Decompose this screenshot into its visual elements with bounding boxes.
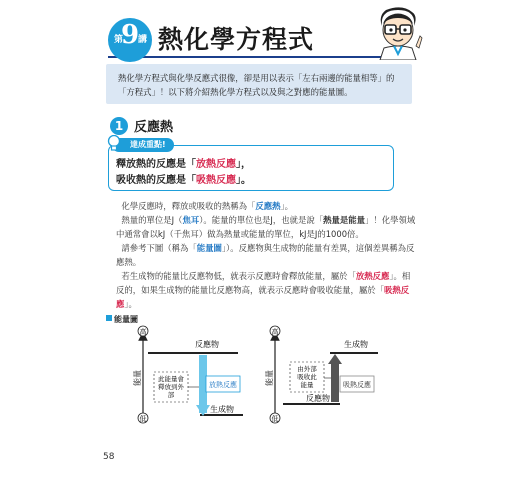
badge-suffix: 講 [137,35,147,45]
endothermic-term: 吸熱反應 [196,175,236,186]
section-number: 1 [110,117,128,135]
right-up-arrow [328,354,342,364]
paragraph-3: 請參考下圖（稱為「能量圖」）。反應物與生成物的能量有差異，這個差異稱為反應熱。 [116,243,415,267]
paragraph-2: 熱量的單位是J（焦耳）。能量的單位也是J，也就是說「熱量是能量」！化學領域中通常會以kJ（千焦耳）做為熱量或能量的單位，kJ是J的1000倍。 [116,215,416,239]
paragraph-4: 若生成物的能量比反應物低，就表示反應時會釋放能量，屬於「放熱反應」。相反的，如果生成物的能量比反應物高，就表示反應時會吸收能量，屬於「吸熱反應」。 [116,271,411,309]
left-note: 此能量會釋放到外部 [158,375,184,399]
exothermic-diagram [132,326,243,423]
page-number: 58 [103,452,115,462]
exothermic-term: 放熱反應 [196,159,236,170]
section-title: 反應熱 [134,120,174,135]
left-tag: 放熱反應 [209,381,237,389]
page-title: 熱化學方程式 [158,25,315,54]
key-point-tag: 達成重點! [112,138,174,152]
right-product-label: 生成物 [344,340,368,349]
endothermic-diagram [264,326,378,423]
left-axis-label: 能量 [133,370,142,386]
right-energy-bar [331,362,339,402]
intro-text: 熱化學方程式與化學反應式很像，卻是用以表示「左右兩邊的能量相等」的「方程式」！以下將介紹熱化學方程式以及與之對應的能量圖。 [118,73,395,97]
right-axis-label: 能量 [265,370,274,386]
badge-prefix: 第 [114,35,124,45]
badge-number: 9 [120,20,140,50]
left-high-label: 高 [139,328,147,336]
key-point-line-1: 釋放熱的反應是「放熱反應」， [116,159,251,170]
right-low-label: 低 [271,415,279,423]
right-high-label: 高 [271,328,279,336]
diagram-title: 能量圖 [114,315,138,324]
key-point-line-2: 吸收熱的反應是「吸熱反應」。 [116,175,251,186]
right-reactant-label: 反應物 [306,394,330,403]
right-tag: 吸熱反應 [343,381,371,389]
left-reactant-label: 反應物 [195,340,219,349]
right-note: 由外部吸收此能量 [297,365,317,389]
left-product-label: 生成物 [210,405,234,414]
left-low-label: 低 [139,415,147,423]
paragraph-1: 化學反應時，釋放或吸收的熱稱為「反應熱」。 [121,201,294,211]
